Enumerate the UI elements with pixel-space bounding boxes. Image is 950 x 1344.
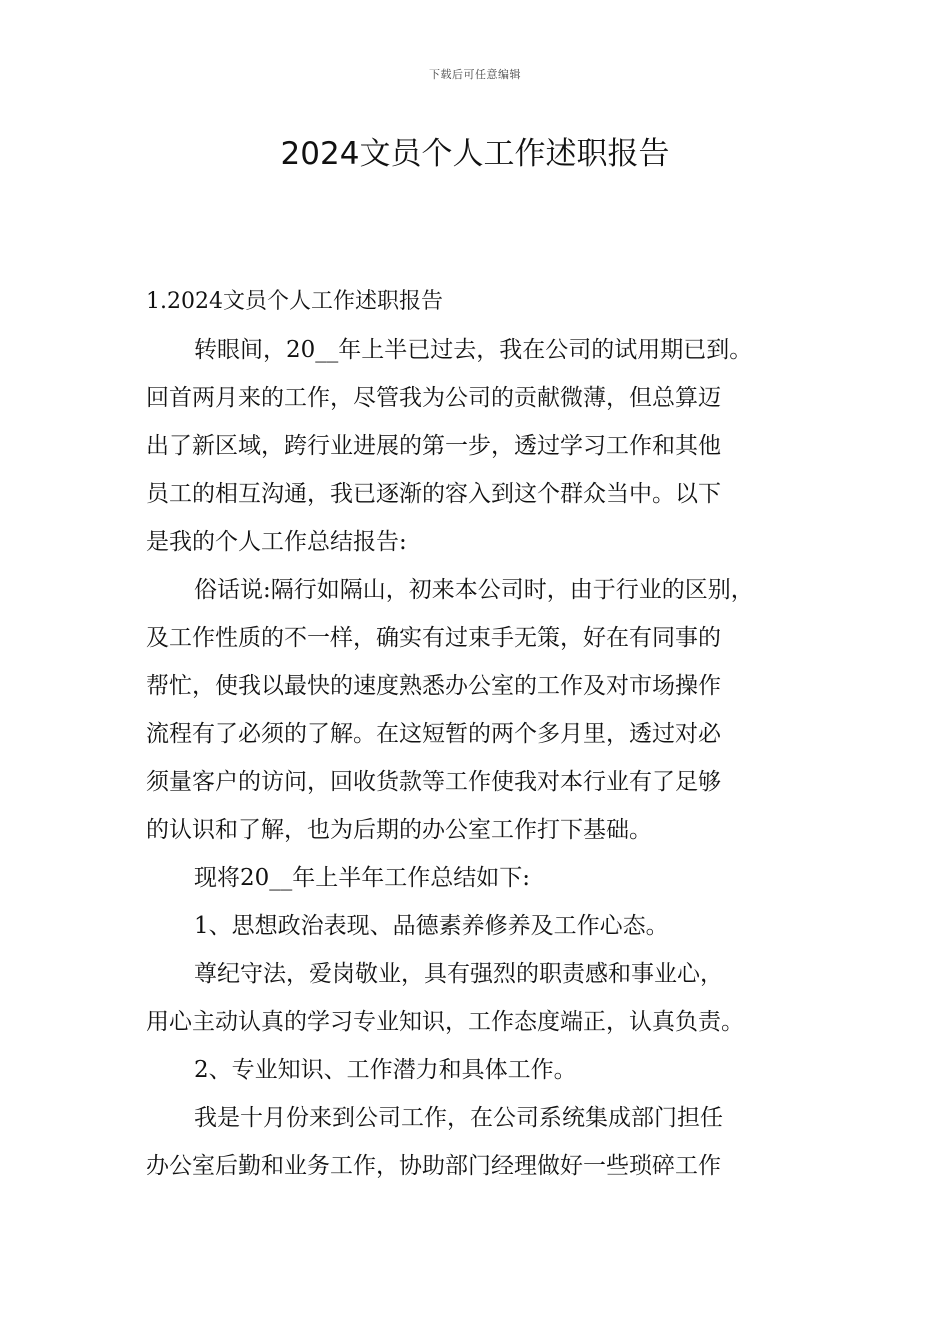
paragraph-line: 回首两月来的工作，尽管我为公司的贡献微薄，但总算迈: [146, 385, 721, 411]
paragraph-line: 及工作性质的不一样，确实有过束手无策，好在有同事的: [146, 625, 721, 651]
paragraph-line: 用心主动认真的学习专业知识，工作态度端正，认真负责。: [146, 1009, 744, 1035]
paragraph-line: 须量客户的访问，回收货款等工作使我对本行业有了足够: [146, 769, 721, 795]
paragraph-line: 流程有了必须的了解。在这短暂的两个多月里，透过对必: [146, 721, 721, 747]
paragraph-line: 是我的个人工作总结报告:: [146, 529, 407, 555]
paragraph-line: 尊纪守法，爱岗敬业，具有强烈的职责感和事业心，: [194, 961, 723, 987]
document-body: [146, 278, 810, 1190]
paragraph-line: 转眼间，20__年上半已过去，我在公司的试用期已到。: [194, 337, 753, 363]
section-heading: 1.2024文员个人工作述职报告: [146, 289, 443, 314]
paragraph-line: 办公室后勤和业务工作，协助部门经理做好一些琐碎工作: [146, 1153, 721, 1179]
document-title: 2024文员个人工作述职报告: [280, 136, 670, 172]
paragraph-line: 的认识和了解，也为后期的办公室工作打下基础。: [146, 817, 652, 843]
subsection-heading: 1、思想政治表现、品德素养修养及工作心态。: [194, 913, 669, 939]
paragraph-line: 俗话说:隔行如隔山，初来本公司时，由于行业的区别，: [194, 577, 754, 603]
paragraph-line: 出了新区域，跨行业进展的第一步，透过学习工作和其他: [146, 433, 721, 459]
paragraph-line: 员工的相互沟通，我已逐渐的容入到这个群众当中。以下: [146, 481, 721, 507]
header-note: 下载后可任意编辑: [429, 68, 521, 81]
subsection-heading: 2、专业知识、工作潜力和具体工作。: [194, 1057, 577, 1083]
paragraph-line: 现将20__年上半年工作总结如下:: [194, 865, 531, 891]
paragraph-line: 帮忙，使我以最快的速度熟悉办公室的工作及对市场操作: [146, 673, 721, 699]
paragraph-line: 我是十月份来到公司工作，在公司系统集成部门担任: [194, 1105, 723, 1131]
